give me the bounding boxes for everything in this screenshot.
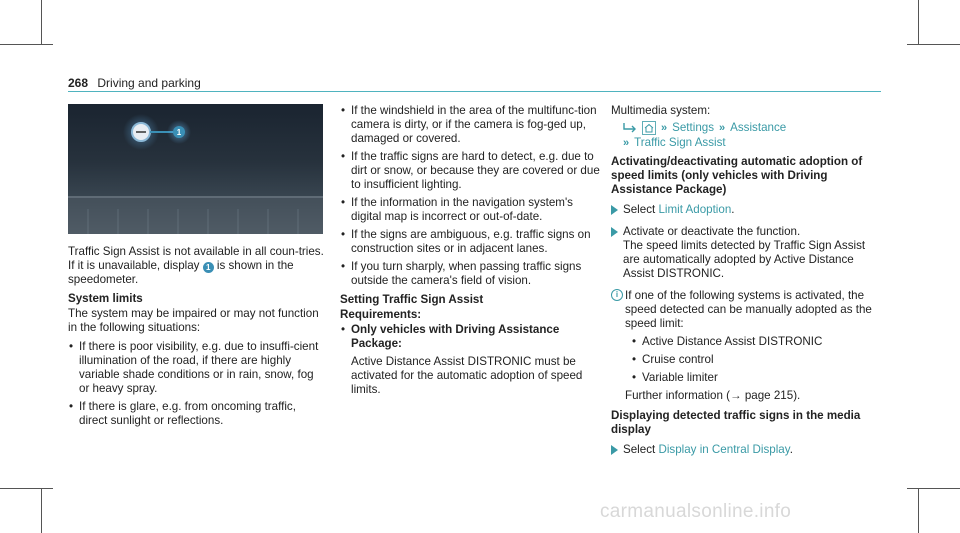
activate-heading: Activating/deactivating automatic adoption of speed limits (only vehicles with Driving Assistance Package) [611, 155, 863, 196]
section-title: Driving and parking [97, 76, 201, 90]
menu-traffic-sign-assist[interactable]: Traffic Sign Assist [634, 135, 726, 149]
watermark: carmanualsonline.info [600, 501, 792, 522]
menu-assistance[interactable]: Assistance [730, 120, 787, 134]
column-2 [340, 104, 602, 401]
list-item: • If the information in the navigation system's digital map is incorrect or out-of-date. [340, 196, 602, 224]
menu-path-line-2 [623, 135, 881, 150]
note-list [631, 335, 881, 385]
step-arrow-icon [611, 227, 618, 237]
step-text: Activate or deactivate the function. [623, 225, 801, 238]
note-text: If one of the following systems is activated, the speed detected can be manually adopted as the speed limit: [625, 289, 872, 330]
crop-mark [0, 488, 53, 489]
page-number: 268 [68, 76, 89, 90]
list-item: • If the windshield in the area of the multifunc-tion camera is dirty, or if the camera is fog-ged up, damaged or covered. [340, 104, 602, 146]
step-text: Select [623, 203, 659, 216]
speedometer-photo [68, 104, 323, 234]
list-item: • If there is poor visibility, e.g. due to insuffi-cient illumination of the road, if there are highly variable shade conditions or in rain, snow, fog or heavy spray. [68, 340, 326, 396]
crop-mark [918, 0, 919, 45]
info-icon: i [611, 289, 623, 301]
page-header [68, 76, 201, 90]
return-arrow-icon [623, 123, 637, 133]
crop-mark [907, 488, 960, 489]
list-item: • Active Distance Assist DISTRONIC [631, 335, 881, 349]
further-info[interactable]: Further information (→ page 215). [625, 389, 801, 402]
setting-heading: Setting Traffic Sign Assist [340, 293, 484, 306]
requirement-item: • Only vehicles with Driving Assistance Package: [351, 323, 560, 350]
requirements-heading: Requirements: [340, 308, 422, 321]
speedometer-illustration [68, 104, 323, 234]
menu-settings[interactable]: Settings [672, 120, 715, 134]
list-item: • If there is glare, e.g. from oncoming traffic, direct sunlight or reflections. [68, 400, 326, 428]
info-note [611, 289, 881, 403]
limit-adoption-link[interactable]: Limit Adoption [658, 203, 732, 216]
chevron-right-icon: » [719, 121, 726, 134]
crop-mark [918, 488, 919, 533]
intro-text-part: Traffic Sign Assist is not available in all coun-tries. If it is unavailable, display [68, 245, 324, 272]
list-item: • If you turn sharply, when passing traffic signs outside the camera's field of vision. [340, 260, 602, 288]
list-item [340, 323, 602, 397]
step-arrow-icon [611, 445, 618, 455]
column-1 [68, 104, 326, 432]
system-limits-text: The system may be impaired or may not function in the following situations: [68, 307, 319, 334]
crop-mark [41, 0, 42, 45]
step-select-display [611, 443, 881, 457]
list-item: • If the signs are ambiguous, e.g. traffic signs on construction sites or in adjacent lanes. [340, 228, 602, 256]
step-arrow-icon [611, 205, 618, 215]
step-activate [611, 225, 881, 281]
list-item: • Cruise control [631, 353, 881, 367]
chevron-right-icon: » [661, 121, 668, 134]
home-icon[interactable] [642, 121, 656, 135]
crop-mark [41, 488, 42, 533]
limits-list-continued [340, 104, 602, 288]
multimedia-label: Multimedia system: [611, 104, 711, 117]
list-item: • If the traffic signs are hard to detect, e.g. due to dirt or snow, or because they are covered or due to insufficient lighting. [340, 150, 602, 192]
step-text: Select [623, 443, 659, 456]
display-heading: Displaying detected traffic signs in the media display [611, 409, 861, 436]
callout-1: 1 [176, 128, 182, 137]
list-item: • Variable limiter [631, 371, 881, 385]
callout-badge-1: 1 [203, 262, 214, 273]
requirements-list [340, 323, 602, 397]
step-text: . [731, 203, 735, 216]
intro-text [68, 245, 326, 287]
step-result-text: The speed limits detected by Traffic Sign Assist are automatically adopted by Active Distance Assist DISTRONIC. [623, 239, 866, 280]
requirement-text: Active Distance Assist DISTRONIC must be activated for the automatic adoption of speed limits. [351, 355, 583, 396]
system-limits-heading: System limits [68, 292, 143, 305]
header-rule [68, 91, 881, 92]
menu-path-line-1 [623, 120, 881, 135]
chevron-right-icon: » [623, 136, 630, 149]
limits-list [68, 340, 326, 428]
step-text: . [789, 443, 793, 456]
step-select-limit-adoption [611, 203, 881, 217]
column-3 [611, 104, 881, 465]
display-central-link[interactable]: Display in Central Display [658, 443, 790, 456]
menu-path [623, 120, 881, 150]
intro-text-part: is shown in the speedometer. [68, 259, 294, 286]
crop-mark [0, 44, 53, 45]
crop-mark [907, 44, 960, 45]
